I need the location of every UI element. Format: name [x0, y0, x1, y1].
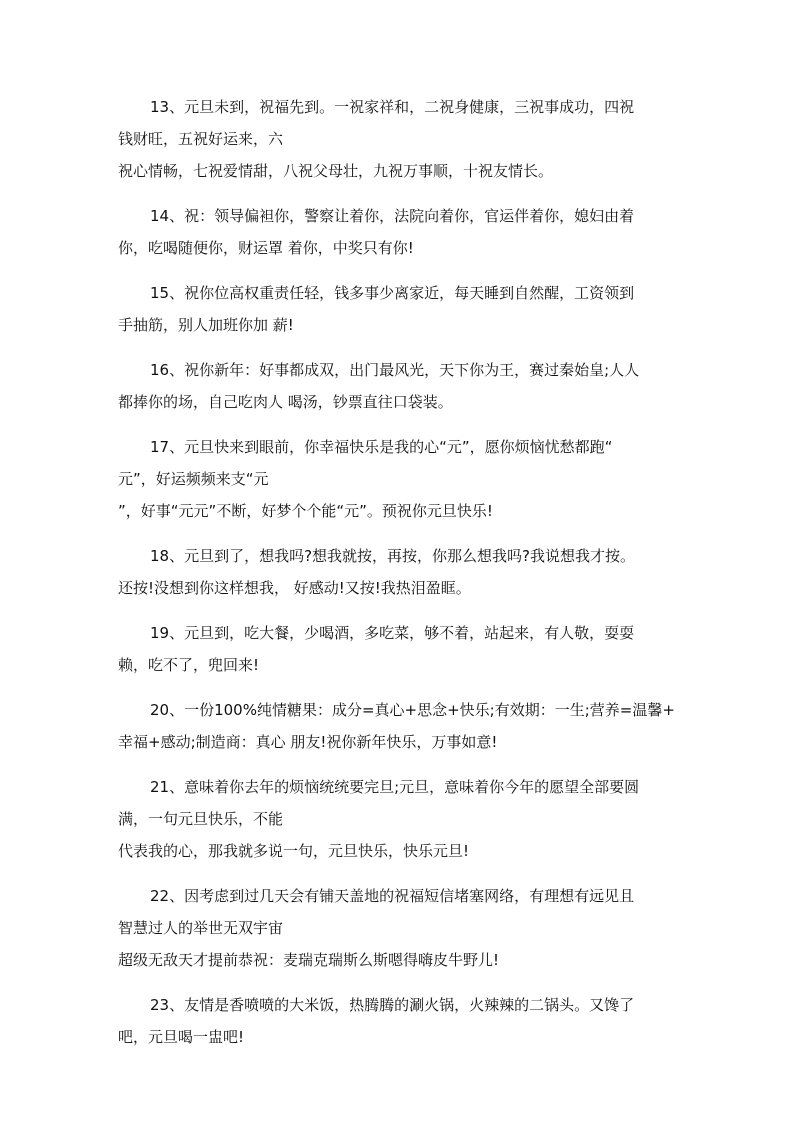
- entry-line: 钱财旺，五祝好运来，六: [118, 130, 284, 148]
- entry-line: 16、祝你新年：好事都成双，出门最风光，天下你为王，赛过秦始皇;人人: [150, 361, 640, 379]
- entry-line: 还按!没想到你这样想我， 好感动!又按!我热泪盈眶。: [118, 579, 471, 597]
- greeting-entry-21: [118, 771, 678, 867]
- greeting-entry-15: [118, 277, 678, 341]
- entry-line: 手抽筋，别人加班你加 薪!: [118, 316, 294, 334]
- entry-line: 13、元旦未到，祝福先到。一祝家祥和，二祝身健康，三祝事成功，四祝: [150, 98, 635, 116]
- entry-line: 超级无敌天才提前恭祝：麦瑞克瑞斯么斯嗯得嗨皮牛野儿!: [118, 951, 500, 969]
- entry-line: 17、元旦快来到眼前，你幸福快乐是我的心“元”，愿你烦恼忧愁都跑“: [150, 438, 613, 456]
- entry-line: 智慧过人的举世无双宇宙: [118, 919, 284, 937]
- entry-line: ”，好事“元元”不断，好梦个个能“元”。预祝你元旦快乐!: [118, 502, 493, 520]
- greeting-entry-22: [118, 880, 678, 976]
- entry-line: 14、祝：领导偏袒你，警察让着你，法院向着你，官运伴着你，媳妇由着: [150, 207, 635, 225]
- entry-line: 你，吃喝随便你，财运罩 着你，中奖只有你!: [118, 239, 414, 257]
- entry-line: 18、元旦到了，想我吗?想我就按，再按，你那么想我吗?我说想我才按。: [150, 547, 636, 565]
- entry-line: 19、元旦到，吃大餐，少喝酒，多吃菜，够不着，站起来，有人敬，耍耍: [150, 624, 635, 642]
- greeting-entry-18: [118, 540, 678, 604]
- entry-line: 满，一句元旦快乐，不能: [118, 810, 284, 828]
- entry-line: 吧，元旦喝一盅吧!: [118, 1028, 245, 1046]
- entry-line: 都捧你的场，自己吃肉人 喝汤，钞票直往口袋装。: [118, 393, 453, 411]
- entry-line: 祝心情畅，七祝爱情甜，八祝父母壮，九祝万事顺，十祝友情长。: [118, 162, 554, 180]
- greeting-entry-23: [118, 989, 678, 1053]
- entry-line: 21、意味着你去年的烦恼统统要完旦;元旦，意味着你今年的愿望全部要圆: [150, 778, 640, 796]
- entry-line: 幸福+感动;制造商：真心 朋友!祝你新年快乐，万事如意!: [118, 733, 498, 751]
- greeting-entry-17: [118, 431, 678, 527]
- document-body: [118, 91, 678, 1066]
- greeting-entry-16: [118, 354, 678, 418]
- entry-line: 22、因考虑到过几天会有铺天盖地的祝福短信堵塞网络，有理想有远见且: [150, 887, 635, 905]
- greeting-entry-19: [118, 617, 678, 681]
- entry-line: 15、祝你位高权重责任轻，钱多事少离家近，每天睡到自然醒，工资领到: [150, 284, 635, 302]
- entry-line: 23、友情是香喷喷的大米饭，热腾腾的涮火锅，火辣辣的二锅头。又馋了: [150, 996, 635, 1014]
- greeting-entry-14: [118, 200, 678, 264]
- entry-line: 赖，吃不了，兜回来!: [118, 656, 260, 674]
- entry-line: 代表我的心，那我就多说一句，元旦快乐，快乐元旦!: [118, 842, 470, 860]
- entry-line: 20、一份100%纯情糖果：成分=真心+思念+快乐;有效期：一生;营养=温馨+: [150, 701, 675, 719]
- entry-line: 元”，好运频频来支“元: [118, 470, 269, 488]
- greeting-entry-13: [118, 91, 678, 187]
- greeting-entry-20: [118, 694, 678, 758]
